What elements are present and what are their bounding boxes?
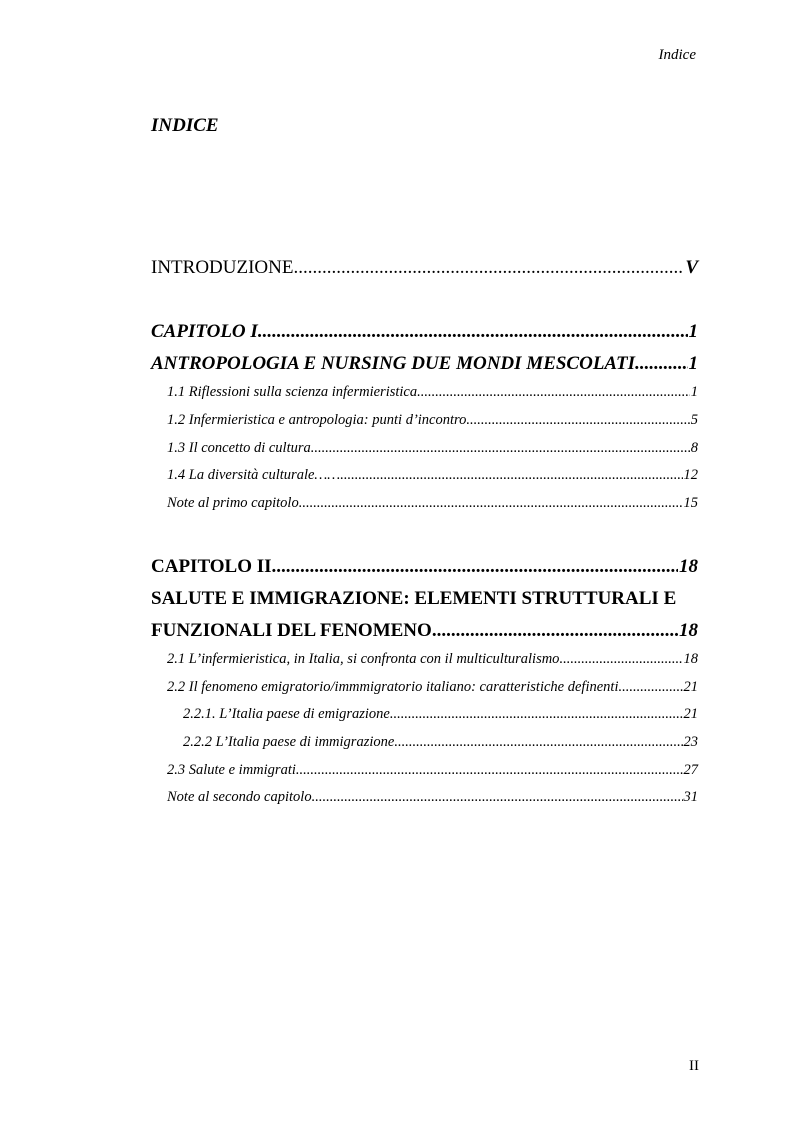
- toc-entry-page: 8: [690, 440, 698, 456]
- dot-leader: [618, 680, 682, 695]
- dot-leader: [293, 258, 684, 277]
- toc-entry-subsection[interactable]: [151, 707, 698, 722]
- toc-entry-page: 1: [690, 384, 698, 400]
- toc-entry-capitolo-1-title[interactable]: [151, 354, 698, 373]
- toc-entry-page: 18: [683, 651, 698, 667]
- toc-entry-label: 2.2.2 L’Italia paese di immigrazione: [183, 734, 395, 750]
- toc-entry-section[interactable]: [151, 763, 698, 778]
- toc-entry-label: CAPITOLO II: [151, 556, 272, 577]
- toc-entry-label: 2.2 Il fenomeno emigratorio/immmigratorio italiano: caratteristiche definenti: [167, 679, 619, 695]
- running-header: Indice: [658, 47, 696, 63]
- toc-entry-capitolo-1[interactable]: [151, 322, 698, 341]
- toc-entry-label: INTRODUZIONE: [151, 257, 294, 278]
- toc-entry-section[interactable]: [151, 413, 698, 428]
- toc-entry-notes[interactable]: [151, 496, 698, 511]
- dot-leader: [296, 763, 683, 778]
- toc-entry-label: 2.3 Salute e immigrati: [167, 762, 296, 778]
- toc-entry-page: 21: [683, 706, 698, 722]
- toc-entry-page: 1: [688, 321, 698, 342]
- dot-leader: [635, 354, 687, 373]
- toc-entry-capitolo-2-title-line2[interactable]: [151, 621, 698, 640]
- dot-leader: [390, 707, 683, 722]
- dot-leader: [432, 621, 678, 640]
- toc-entry-subsection[interactable]: [151, 735, 698, 750]
- toc-entry-capitolo-2-title-line1[interactable]: SALUTE E IMMIGRAZIONE: ELEMENTI STRUTTURALI E: [151, 588, 677, 609]
- toc-entry-page: 12: [683, 467, 698, 483]
- toc-entry-page: 5: [690, 412, 698, 428]
- toc-entry-page: 31: [683, 789, 698, 805]
- dot-leader: [340, 468, 682, 483]
- dot-leader: [394, 735, 682, 750]
- dot-leader: [272, 557, 678, 576]
- toc-entry-page: 1: [688, 353, 698, 374]
- dot-leader: [312, 790, 683, 805]
- toc-entry-page: 15: [683, 495, 698, 511]
- toc-entry-capitolo-2[interactable]: [151, 557, 698, 576]
- toc-entry-label: 2.1 L’infermieristica, in Italia, si confronta con il multiculturalismo: [167, 651, 560, 667]
- toc-entry-page: 23: [683, 734, 698, 750]
- toc-entry-label: 1.2 Infermieristica e antropologia: punti d’incontro: [167, 412, 467, 428]
- toc-entry-label: 1.1 Riflessioni sulla scienza infermieristica: [167, 384, 418, 400]
- toc-entry-section[interactable]: [151, 385, 698, 400]
- dot-leader: [299, 496, 683, 511]
- toc-entry-introduzione[interactable]: [151, 258, 698, 277]
- toc-entry-label: FUNZIONALI DEL FENOMENO: [151, 620, 432, 641]
- toc-entry-section[interactable]: [151, 652, 698, 667]
- toc-entry-label: CAPITOLO I: [151, 321, 258, 342]
- page-title: INDICE: [151, 115, 219, 136]
- toc-entry-section[interactable]: [151, 468, 698, 483]
- toc-entry-notes[interactable]: [151, 790, 698, 805]
- toc-entry-label: 2.2.1. L’Italia paese di emigrazione: [183, 706, 390, 722]
- page-number: II: [689, 1058, 699, 1074]
- toc-entry-page: 27: [683, 762, 698, 778]
- dot-leader: [559, 652, 682, 667]
- dot-leader: [466, 413, 689, 428]
- toc-entry-page: V: [685, 257, 698, 278]
- toc-entry-section[interactable]: [151, 441, 698, 456]
- dot-leader: [417, 385, 690, 400]
- dot-leader: [258, 322, 688, 341]
- toc-entry-section[interactable]: [151, 680, 698, 695]
- toc-entry-label: ANTROPOLOGIA E NURSING DUE MONDI MESCOLATI: [151, 353, 636, 374]
- dot-leader: [311, 441, 690, 456]
- toc-entry-label: 1.4 La diversità culturale……: [167, 467, 341, 483]
- toc-entry-page: 18: [679, 556, 698, 577]
- toc-entry-label: Note al primo capitolo: [167, 495, 299, 511]
- toc-entry-label: Note al secondo capitolo: [167, 789, 312, 805]
- toc-entry-page: 18: [679, 620, 698, 641]
- toc-entry-page: 21: [683, 679, 698, 695]
- toc-entry-label: 1.3 Il concetto di cultura: [167, 440, 311, 456]
